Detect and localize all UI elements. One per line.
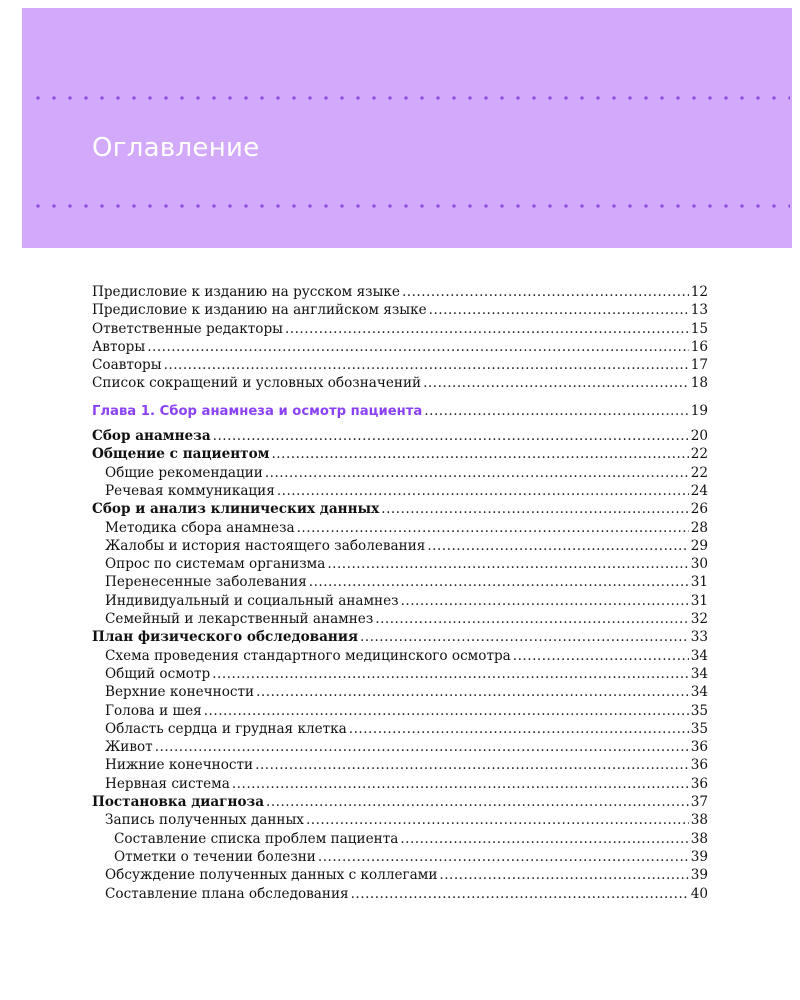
dot-leader [327,555,688,573]
front-matter-list [92,283,708,393]
dotted-rule-bottom [30,204,790,208]
dot-leader [351,885,689,903]
toc-entry-subsection[interactable] [92,482,708,500]
dot-leader [309,573,689,591]
toc-page-number: 37 [690,794,708,811]
toc-entry-title: Схема проведения стандартного медицинского осмотра [105,647,511,664]
toc-entry-section[interactable] [92,793,708,811]
dot-leader [349,720,689,738]
toc-page-number: 26 [690,501,708,518]
toc-page-number: 22 [690,464,708,481]
toc-entry-subsection[interactable] [92,537,708,555]
toc-page-number: 15 [690,320,708,337]
dot-leader [424,402,688,420]
dot-leader [381,500,688,518]
toc-entry-title: Обсуждение полученных данных с коллегами [105,867,438,884]
toc-entry-section[interactable] [92,427,708,445]
toc-entry-title: Жалобы и история настоящего заболевания [105,537,426,554]
toc-entry-subsection[interactable] [92,885,708,903]
toc-page-number: 13 [690,302,708,319]
toc-entry-title: Предисловие к изданию на русском языке [92,284,400,300]
toc-entry-title: Составление списка проблем пациента [114,830,399,847]
toc-entry-title: Отметки о течении болезни [114,848,316,865]
dot-leader [439,866,688,884]
toc-page-number: 16 [690,338,708,355]
dot-leader [266,793,689,811]
chapter-sections-list [92,427,708,903]
toc-entry-subsubsection[interactable] [92,848,708,866]
toc-entry-title: Семейный и лекарственный анамнез [105,611,374,628]
toc-entry-front-matter[interactable] [92,374,708,392]
toc-entry-title: Соавторы [92,357,162,374]
toc-entry-chapter[interactable] [92,402,708,420]
toc-entry-subsection[interactable] [92,738,708,756]
dot-leader [429,301,689,319]
dot-leader [306,811,689,829]
toc-page-number: 17 [690,357,708,374]
toc-entry-title: Нервная система [105,775,230,792]
toc-entry-title: Ответственные редакторы [92,320,283,337]
dot-leader [427,537,688,555]
dotted-rule-top [30,96,790,100]
toc-page-number: 35 [690,720,708,737]
toc-entry-subsubsection[interactable] [92,830,708,848]
dot-leader [255,756,689,774]
dot-leader [213,427,689,445]
toc-entry-subsection[interactable] [92,866,708,884]
toc-entry-title: Предисловие к изданию на английском языке [92,302,427,319]
toc-entry-title: Сбор и анализ клинических данных [92,501,380,518]
toc-entry-title: Индивидуальный и социальный анамнез [105,592,399,609]
dot-leader [423,374,689,392]
toc-entry-title: Постановка диагноза [92,794,265,811]
toc-entry-title: Авторы [92,338,146,355]
toc-entry-title: Список сокращений и условных обозначений [92,375,422,392]
toc-page-number: 29 [690,537,708,554]
dot-leader [375,610,688,628]
page-title: Оглавление [92,133,260,163]
dot-leader [147,338,689,356]
dot-leader [360,628,689,646]
toc-entry-title: Нижние конечности [105,757,254,774]
dot-leader [318,848,689,866]
dot-leader [402,283,689,301]
toc-page-number: 36 [690,757,708,774]
toc-entry-front-matter[interactable] [92,338,708,356]
chapter-heading-group [92,402,708,420]
toc-entry-subsection[interactable] [92,573,708,591]
dot-leader [232,775,689,793]
toc-entry-title: Голова и шея [105,702,202,719]
toc-entry-subsection[interactable] [92,683,708,701]
toc-page-number: 33 [690,629,708,646]
toc-page-number: 36 [690,739,708,756]
toc-entry-title: Речевая коммуникация [105,482,275,499]
dot-leader [401,592,689,610]
toc-entry-subsection[interactable] [92,555,708,573]
dot-leader [265,464,689,482]
toc-entry-subsection[interactable] [92,702,708,720]
toc-page-number: 22 [690,446,708,463]
toc-page-number: 24 [690,482,708,499]
toc-entry-section[interactable] [92,628,708,646]
toc-entry-title: Опрос по системам организма [105,556,326,573]
toc-page-number: 12 [690,284,708,300]
toc-page-number: 28 [690,519,708,536]
toc-entry-title: Общие рекомендации [105,464,263,481]
dot-leader [204,702,689,720]
toc-entry-subsection[interactable] [92,756,708,774]
toc-page-number: 38 [690,812,708,829]
toc-page-number: 18 [690,375,708,392]
toc-page-number: 38 [690,830,708,847]
toc-entry-subsection[interactable] [92,811,708,829]
toc-entry-title: Сбор анамнеза [92,428,211,445]
toc-entry-subsection[interactable] [92,610,708,628]
toc-entry-title: План физического обследования [92,629,359,646]
toc-page-number: 34 [690,647,708,664]
table-of-contents [92,283,708,903]
toc-entry-subsection[interactable] [92,720,708,738]
toc-entry-title: Запись полученных данных [105,812,304,829]
toc-page-number: 32 [690,611,708,628]
toc-entry-subsection[interactable] [92,519,708,537]
toc-entry-front-matter[interactable] [92,301,708,319]
toc-entry-title: Область сердца и грудная клетка [105,720,347,737]
toc-page-number: 20 [690,428,708,445]
toc-entry-subsection[interactable] [92,647,708,665]
toc-entry-title: Глава 1. Сбор анамнеза и осмотр пациента [92,403,423,419]
toc-entry-title: Общий осмотр [105,665,211,682]
toc-entry-front-matter[interactable] [92,283,708,301]
dot-leader [513,647,689,665]
toc-entry-subsection[interactable] [92,775,708,793]
toc-page-number: 31 [690,592,708,609]
toc-entry-subsection[interactable] [92,665,708,683]
toc-entry-section[interactable] [92,445,708,463]
toc-entry-title: Живот [105,739,153,756]
toc-entry-subsection[interactable] [92,464,708,482]
toc-page-number: 30 [690,556,708,573]
toc-page-number: 34 [690,684,708,701]
toc-page-number: 40 [690,885,708,902]
header-band [22,8,792,248]
dot-leader [277,482,689,500]
dot-leader [400,830,688,848]
dot-leader [212,665,689,683]
toc-entry-title: Перенесенные заболевания [105,574,307,591]
dot-leader [271,445,688,463]
toc-page-number: 39 [690,867,708,884]
dot-leader [155,738,689,756]
toc-entry-subsection[interactable] [92,592,708,610]
toc-entry-title: Общение с пациентом [92,446,270,463]
dot-leader [285,320,689,338]
toc-entry-front-matter[interactable] [92,320,708,338]
toc-page-number: 35 [690,702,708,719]
toc-entry-title: Составление плана обследования [105,885,349,902]
dot-leader [256,683,689,701]
toc-page-number: 19 [690,402,708,419]
toc-entry-front-matter[interactable] [92,356,708,374]
dot-leader [297,519,689,537]
toc-entry-title: Методика сбора анамнеза [105,519,295,536]
toc-page-number: 39 [690,848,708,865]
toc-page-number: 31 [690,574,708,591]
dot-leader [164,356,689,374]
toc-entry-section[interactable] [92,500,708,518]
toc-page-number: 36 [690,775,708,792]
toc-page-number: 34 [690,665,708,682]
toc-entry-title: Верхние конечности [105,684,255,701]
